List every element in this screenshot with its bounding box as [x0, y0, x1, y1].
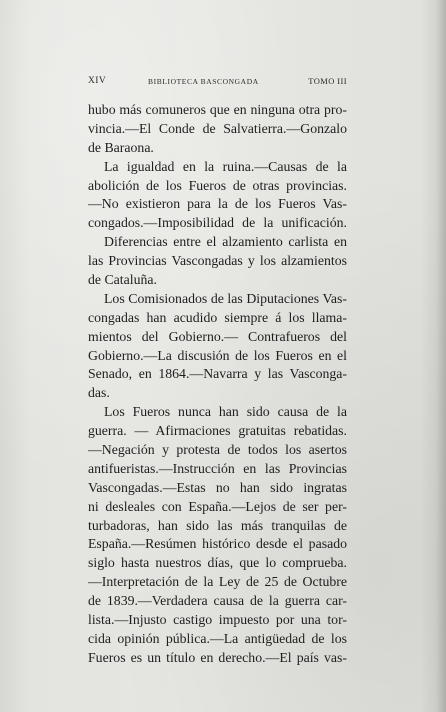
text-line: de Baraona. [88, 139, 154, 155]
text-line: Diferencias entre el alzamiento carlista en [104, 234, 347, 250]
text-line: abolición de los Fueros de otras provincias. [88, 177, 347, 193]
text-line: Los Fueros nunca han sido causa de la [104, 404, 347, 420]
page-number: XIV [88, 76, 107, 86]
running-header [88, 76, 347, 90]
text-line: das. [88, 385, 110, 401]
text-line: antifueristas.—Instrucción en las Provincias [88, 460, 347, 476]
text-line: —Negación y protesta de todos los asertos [88, 442, 347, 458]
text-line: —Interpretación de la Ley de 25 de Octubre [88, 574, 347, 590]
body-text [88, 101, 347, 668]
text-line: Gobierno.—La discusión de los Fueros en el [88, 347, 347, 363]
text-line: Los Comisionados de las Diputaciones Vas- [104, 290, 347, 306]
text-line: congados.—Imposibilidad de la unificación. [88, 215, 347, 231]
text-line: las Provincias Vascongadas y los alzamientos [88, 253, 347, 269]
text-line: siglo hasta nuestros días, que lo comprueba. [88, 555, 347, 571]
text-line: de 1839.—Verdadera causa de la guerra car- [88, 593, 347, 609]
text-line: vincia.—El Conde de Salvatierra.—Gonzalo [88, 120, 347, 136]
text-line: —No existieron para la de los Fueros Vas- [88, 196, 347, 212]
text-line: guerra. — Afirmaciones gratuitas rebatidas. [88, 423, 347, 439]
text-line: lista.—Injusto castigo impuesto por una tor- [88, 612, 347, 628]
text-line: turbadoras, han sido las más tranquilas de [88, 517, 347, 533]
text-line: España.—Resúmen histórico desde el pasado [88, 536, 347, 552]
text-line: congadas han acudido siempre á los llama- [88, 309, 347, 325]
volume-label: TOMO III [308, 76, 347, 86]
page-edge-shadow [436, 0, 446, 712]
text-line: Fueros es un título en derecho.—El país vas- [88, 649, 347, 665]
text-line: Senado, en 1864.—Navarra y las Vasconga- [88, 366, 347, 382]
text-line: de Cataluña. [88, 272, 157, 288]
text-line: Vascongadas.—Estas no han sido ingratas [88, 479, 347, 495]
text-line: cida opinión pública.—La antigüedad de los [88, 630, 347, 646]
text-line: La igualdad en la ruina.—Causas de la [104, 158, 347, 174]
text-line: ni desleales con España.—Lejos de ser per- [88, 498, 347, 514]
running-title: BIBLIOTECA BASCONGADA [148, 77, 259, 86]
text-line: mientos del Gobierno.— Contrafueros del [88, 328, 347, 344]
text-line: hubo más comuneros que en ninguna otra pro- [88, 102, 347, 117]
